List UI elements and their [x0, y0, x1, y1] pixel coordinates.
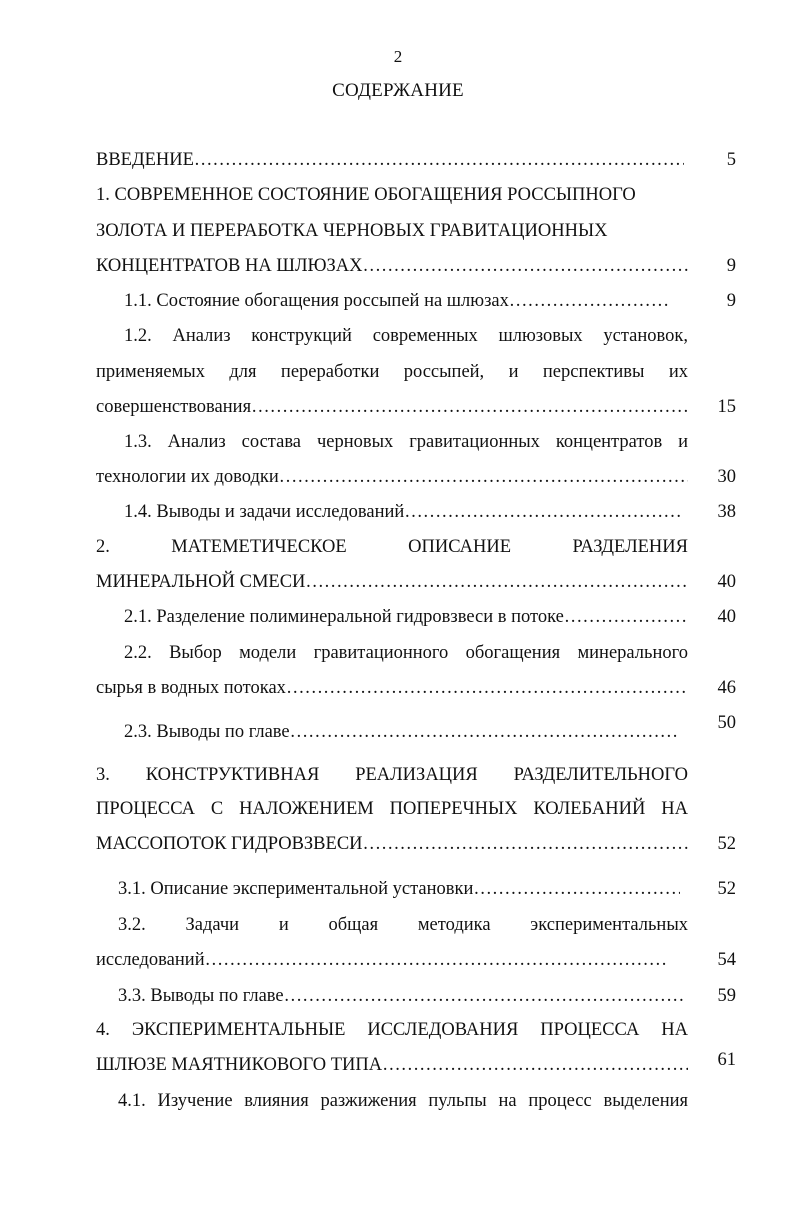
toc-leader — [404, 500, 680, 524]
toc-leader — [509, 289, 670, 313]
toc-entry-intro — [96, 148, 684, 172]
toc-leader — [194, 148, 684, 172]
toc-text: 1.1. Состояние обогащения россыпей на шлюзах — [124, 291, 509, 311]
toc-chapter-2-line-1: 2. МАТЕМЕТИЧЕСКОЕ ОПИСАНИЕ РАЗДЕЛЕНИЯ — [96, 537, 688, 557]
toc-leader — [363, 254, 688, 278]
toc-chapter-4-line-1: 4. ЭКСПЕРИМЕНТАЛЬНЫЕ ИССЛЕДОВАНИЯ ПРОЦЕССА НА — [96, 1020, 688, 1040]
toc-leader — [290, 720, 680, 744]
toc-text: ШЛЮЗЕ МАЯТНИКОВОГО ТИПА — [96, 1055, 383, 1075]
toc-leader — [382, 1053, 688, 1077]
toc-section-3-1 — [118, 877, 680, 901]
toc-text: КОНЦЕНТРАТОВ НА ШЛЮЗАХ — [96, 256, 363, 276]
toc-leader — [564, 605, 688, 629]
toc-leader — [284, 984, 686, 1008]
toc-section-1-4 — [124, 500, 680, 524]
toc-chapter-3-line-2: ПРОЦЕССА С НАЛОЖЕНИЕМ ПОПЕРЕЧНЫХ КОЛЕБАНИЙ НА — [96, 799, 688, 819]
toc-chapter-3-line-3 — [96, 832, 688, 856]
toc-chapter-1-line-2: ЗОЛОТА И ПЕРЕРАБОТКА ЧЕРНОВЫХ ГРАВИТАЦИОННЫХ — [96, 221, 608, 241]
toc-section-4-1-line-1: 4.1. Изучение влияния разжижения пульпы на процесс выделения — [118, 1091, 688, 1111]
toc-text: 1.4. Выводы и задачи исследований — [124, 502, 405, 522]
toc-chapter-1-line-1: 1. СОВРЕМЕННОЕ СОСТОЯНИЕ ОБОГАЩЕНИЯ РОССЫПНОГО — [96, 185, 636, 205]
toc-leader — [473, 877, 680, 901]
toc-text: 2.3. Выводы по главе — [124, 722, 290, 742]
toc-section-2-2-line-1: 2.2. Выбор модели гравитационного обогащения минерального — [124, 643, 688, 663]
toc-leader — [363, 832, 688, 856]
toc-text: МИНЕРАЛЬНОЙ СМЕСИ — [96, 572, 306, 592]
toc-leader — [286, 676, 688, 700]
toc-chapter-3-line-1: 3. КОНСТРУКТИВНАЯ РЕАЛИЗАЦИЯ РАЗДЕЛИТЕЛЬНОГО — [96, 765, 688, 785]
toc-page: 5 — [726, 150, 736, 170]
toc-section-1-2-line-1: 1.2. Анализ конструкций современных шлюзовых установок, — [124, 326, 688, 346]
toc-text: ВВЕДЕНИЕ — [96, 150, 194, 170]
toc-leader — [205, 948, 668, 972]
toc-page: 9 — [726, 256, 736, 276]
toc-text: сырья в водных потоках — [96, 678, 286, 698]
toc-text: 3.3. Выводы по главе — [118, 986, 284, 1006]
toc-chapter-4-line-2 — [96, 1053, 688, 1077]
toc-text: исследований — [96, 950, 205, 970]
toc-section-1-2-line-2: применяемых для переработки россыпей, и перспективы их — [96, 362, 688, 382]
toc-page: 54 — [717, 950, 736, 970]
toc-text: 2.1. Разделение полиминеральной гидровзвеси в потоке — [124, 607, 564, 627]
toc-page: 52 — [717, 879, 736, 899]
toc-text: 3.1. Описание экспериментальной установки — [118, 879, 474, 899]
toc-page: 15 — [717, 397, 736, 417]
toc-page: 38 — [717, 502, 736, 522]
toc-leader — [305, 570, 688, 594]
toc-section-2-1 — [124, 605, 688, 629]
toc-page: 61 — [717, 1050, 736, 1070]
toc-text: совершенствования — [96, 397, 252, 417]
toc-page: 40 — [717, 572, 736, 592]
toc-section-2-2-line-2 — [96, 676, 688, 700]
page-number: 2 — [393, 47, 403, 66]
toc-page: 40 — [717, 607, 736, 627]
toc-section-2-3 — [124, 720, 680, 744]
toc-leader — [279, 465, 688, 489]
toc-page: 9 — [726, 291, 736, 311]
toc-page: 46 — [717, 678, 736, 698]
toc-leader — [251, 395, 688, 419]
toc-section-1-2-line-3 — [96, 395, 688, 419]
toc-section-3-3 — [118, 984, 686, 1008]
toc-section-3-2-line-2 — [96, 948, 668, 972]
toc-section-1-3-line-2 — [96, 465, 688, 489]
toc-text: технологии их доводки — [96, 467, 279, 487]
toc-section-1-1 — [124, 289, 670, 313]
toc-page: 30 — [717, 467, 736, 487]
toc-chapter-2-line-2 — [96, 570, 688, 594]
toc-chapter-1-line-3 — [96, 254, 688, 278]
toc-section-1-3-line-1: 1.3. Анализ состава черновых гравитационных концентратов и — [124, 432, 688, 452]
toc-page: 52 — [717, 834, 736, 854]
toc-text: МАССОПОТОК ГИДРОВЗВЕСИ — [96, 834, 363, 854]
page-title: СОДЕРЖАНИЕ — [332, 80, 464, 101]
toc-page: 50 — [717, 713, 736, 733]
toc-section-3-2-line-1: 3.2. Задачи и общая методика экспериментальных — [118, 915, 688, 935]
toc-page: 59 — [717, 986, 736, 1006]
